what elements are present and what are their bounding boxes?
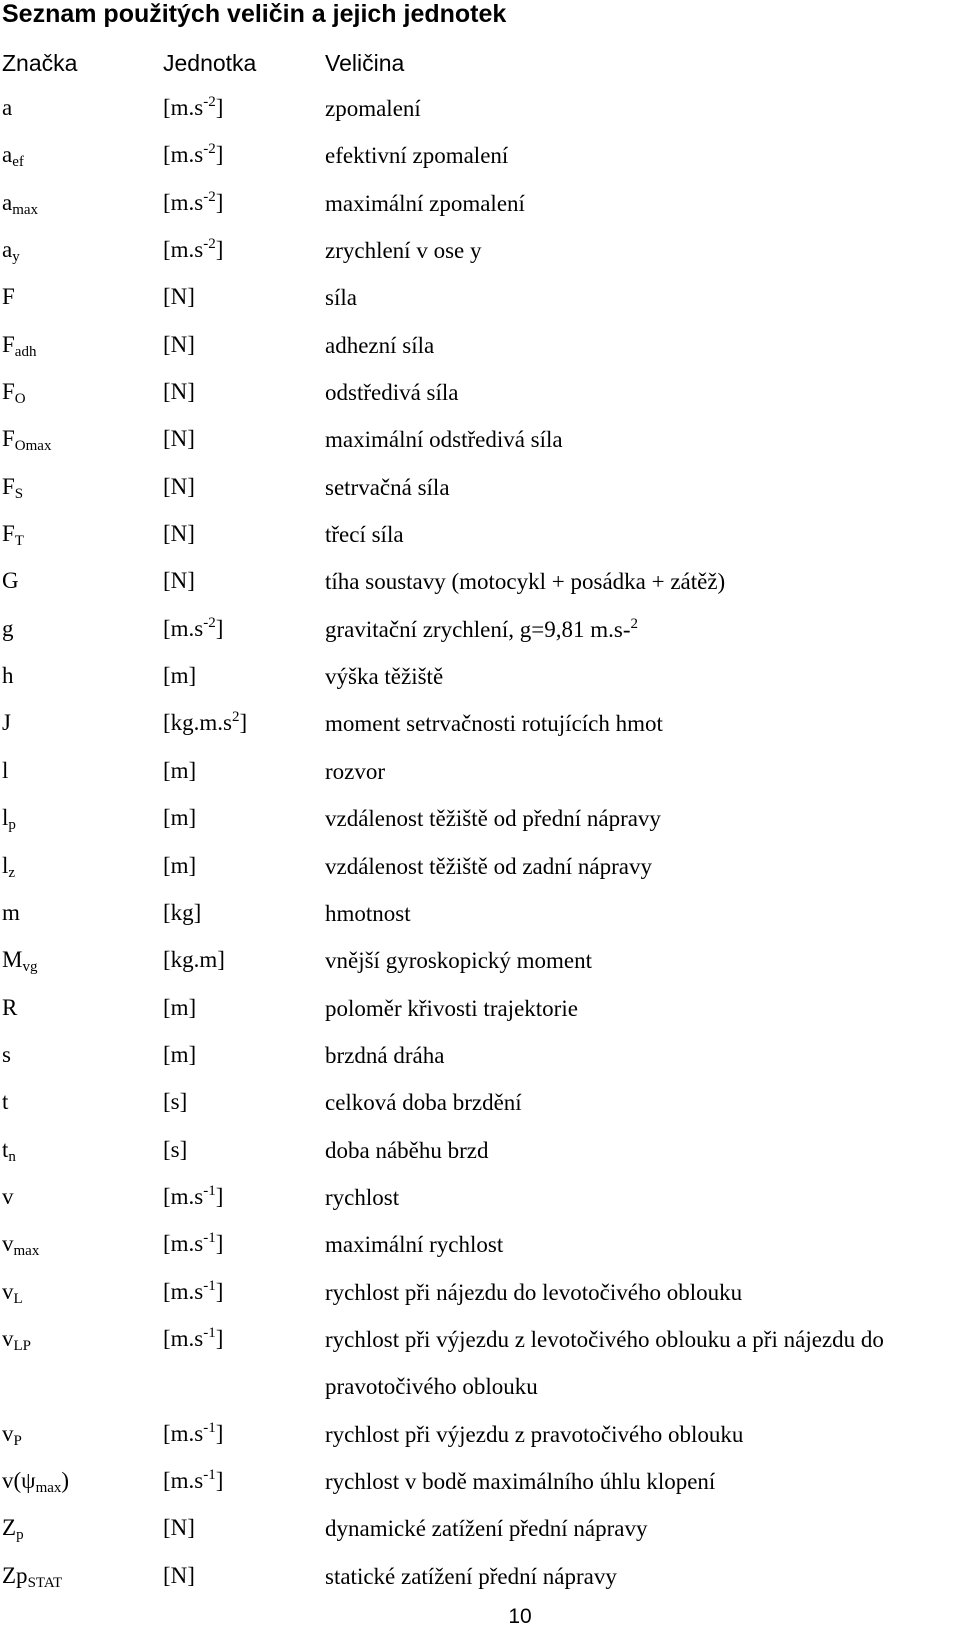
unit-end: ] — [215, 1231, 224, 1257]
symbol-cell — [2, 1276, 23, 1308]
unit-base: [kg.m] — [163, 947, 225, 973]
symbol-cell — [2, 139, 24, 171]
unit-cell — [163, 850, 196, 882]
symbol-base: F — [2, 331, 15, 357]
unit-base: [m] — [163, 805, 197, 831]
unit-base: [N] — [163, 284, 195, 310]
symbol-subscript: max — [13, 1243, 40, 1260]
quantity-text: rychlost při výjezdu z pravotočivého oblouku — [325, 1421, 744, 1447]
quantity-cell — [325, 1411, 960, 1458]
symbol-cell — [2, 565, 19, 597]
unit-exponent: -2 — [203, 188, 216, 205]
unit-cell — [163, 92, 223, 124]
unit-cell — [163, 613, 223, 645]
symbol-cell — [2, 1512, 24, 1544]
symbol-subscript: max — [35, 1479, 62, 1496]
symbol-cell — [2, 1418, 22, 1450]
symbol-base: F — [2, 426, 15, 452]
quantity-cell — [325, 132, 960, 179]
symbol-subscript: p — [8, 817, 16, 834]
unit-exponent: -1 — [203, 1419, 216, 1436]
quantity-text: moment setrvačnosti rotujících hmot — [325, 711, 663, 737]
unit-cell — [163, 234, 223, 266]
quantity-text: efektivní zpomalení — [325, 143, 509, 169]
unit-base: [N] — [163, 426, 195, 452]
quantity-cell — [325, 1269, 960, 1316]
quantity-cell — [325, 937, 960, 984]
symbol-base: F — [2, 521, 15, 547]
symbol-subscript: max — [12, 201, 39, 218]
quantity-cell — [325, 1316, 960, 1410]
symbol-cell — [2, 1181, 14, 1213]
symbol-subscript: Omax — [14, 438, 52, 455]
quantity-cell — [325, 464, 960, 511]
symbol-base: h — [2, 663, 14, 689]
quantity-cell — [325, 416, 960, 463]
unit-end: ] — [215, 189, 224, 215]
quantity-text: rychlost — [325, 1184, 400, 1210]
unit-base: [m.s — [163, 142, 204, 168]
quantity-text: adhezní síla — [325, 332, 435, 358]
unit-base: [N] — [163, 1562, 195, 1588]
symbol-cell — [2, 1039, 11, 1071]
symbol-base: a — [2, 189, 13, 215]
symbol-cell — [2, 281, 15, 313]
header-symbol: Značka — [2, 50, 78, 76]
symbol-subscript: T — [14, 533, 24, 550]
unit-cell — [163, 139, 223, 171]
quantity-text: vzdálenost těžiště od zadní nápravy — [325, 853, 652, 879]
header-unit: Jednotka — [163, 50, 257, 76]
unit-base: [m.s — [163, 237, 204, 263]
symbol-base: R — [2, 994, 18, 1020]
symbol-base: F — [2, 284, 15, 310]
symbol-cell — [2, 660, 14, 692]
symbol-base: l — [2, 852, 9, 878]
quantity-cell — [325, 85, 960, 132]
symbol-base: t — [2, 1136, 9, 1162]
quantity-cell — [325, 1505, 960, 1552]
quantity-text: odstředivá síla — [325, 380, 459, 406]
quantity-text: brzdná dráha — [325, 1042, 445, 1068]
unit-base: [m.s — [163, 1467, 204, 1493]
table-row — [0, 1323, 960, 1418]
unit-cell — [163, 1039, 196, 1071]
symbol-base: v — [2, 1231, 14, 1257]
unit-end: ] — [215, 615, 224, 641]
unit-cell — [163, 329, 195, 361]
unit-base: [m] — [163, 1041, 197, 1067]
quantity-text: setrvačná síla — [325, 474, 450, 500]
symbol-cell — [2, 802, 16, 834]
symbol-subscript: ef — [12, 154, 24, 171]
quantity-text: dynamické zatížení přední nápravy — [325, 1516, 648, 1542]
unit-cell — [163, 281, 195, 313]
symbol-table — [0, 92, 960, 1607]
quantity-cell — [325, 274, 960, 321]
unit-base: [N] — [163, 568, 195, 594]
quantity-cell — [325, 1032, 960, 1079]
unit-exponent: -1 — [203, 1182, 216, 1199]
quantity-text: maximální rychlost — [325, 1232, 504, 1258]
quantity-text: maximální zpomalení — [325, 190, 525, 216]
symbol-base: a — [2, 237, 13, 263]
unit-base: [m.s — [163, 1325, 204, 1351]
quantity-cell — [325, 700, 960, 747]
unit-exponent: -2 — [203, 94, 216, 110]
unit-cell — [163, 992, 196, 1024]
symbol-subscript: y — [12, 249, 20, 266]
unit-end: ] — [215, 1467, 224, 1493]
symbol-base: M — [2, 947, 23, 973]
unit-cell — [163, 1086, 187, 1118]
symbol-cell — [2, 187, 38, 219]
unit-exponent: -2 — [203, 614, 216, 631]
unit-cell — [163, 1276, 223, 1308]
symbol-cell — [2, 707, 11, 739]
symbol-base: J — [2, 710, 11, 736]
symbol-base: t — [2, 1089, 9, 1115]
unit-base: [s] — [163, 1089, 188, 1115]
unit-base: [N] — [163, 473, 195, 499]
unit-exponent: 2 — [232, 709, 240, 726]
symbol-cell — [2, 613, 14, 645]
unit-cell — [163, 423, 195, 455]
symbol-cell — [2, 518, 24, 550]
symbol-base: F — [2, 473, 15, 499]
unit-cell — [163, 660, 196, 692]
quantity-text: rychlost v bodě maximálního úhlu klopení — [325, 1468, 716, 1494]
unit-cell — [163, 1134, 187, 1166]
symbol-subscript: vg — [22, 959, 38, 976]
unit-cell — [163, 755, 196, 787]
unit-cell — [163, 1465, 223, 1497]
quantity-cell — [325, 369, 960, 416]
symbol-cell — [2, 1086, 8, 1118]
quantity-text: třecí síla — [325, 522, 404, 548]
symbol-subscript: LP — [13, 1337, 32, 1354]
unit-base: [N] — [163, 379, 195, 405]
unit-cell — [163, 802, 196, 834]
unit-end: ] — [215, 1183, 224, 1209]
quantity-text: zpomalení — [325, 96, 421, 121]
unit-cell — [163, 1512, 195, 1544]
symbol-end: ) — [61, 1467, 70, 1493]
symbol-subscript: p — [16, 1527, 24, 1544]
unit-base: [s] — [163, 1136, 188, 1162]
symbol-base: v — [2, 1325, 14, 1351]
quantity-text: výška těžiště — [325, 664, 444, 690]
quantity-text: gravitační zrychlení, g=9,81 m.s- — [325, 616, 631, 642]
symbol-base: G — [2, 568, 19, 594]
unit-exponent: -1 — [203, 1277, 216, 1294]
table-row — [0, 1560, 960, 1607]
unit-base: [m] — [163, 994, 197, 1020]
unit-cell — [163, 1228, 223, 1260]
quantity-exponent: 2 — [630, 615, 638, 632]
unit-cell — [163, 1181, 223, 1213]
quantity-text: hmotnost — [325, 900, 411, 926]
symbol-subscript: n — [8, 1148, 16, 1165]
symbol-cell — [2, 1560, 62, 1592]
quantity-cell — [325, 1553, 960, 1600]
symbol-cell — [2, 329, 36, 361]
symbol-base: g — [2, 615, 14, 641]
unit-base: [N] — [163, 521, 195, 547]
symbol-cell — [2, 1465, 69, 1497]
symbol-base: v — [2, 1420, 14, 1446]
quantity-text: statické zatížení přední nápravy — [325, 1563, 617, 1589]
symbol-cell — [2, 376, 26, 408]
unit-exponent: -1 — [203, 1466, 216, 1483]
unit-end: ] — [215, 142, 224, 168]
unit-cell — [163, 1323, 223, 1355]
quantity-text: maximální odstředivá síla — [325, 427, 563, 453]
unit-base: [m] — [163, 663, 197, 689]
unit-base: [N] — [163, 1515, 195, 1541]
symbol-cell — [2, 471, 23, 503]
symbol-base: v — [2, 1278, 14, 1304]
unit-cell — [163, 1560, 195, 1592]
symbol-cell — [2, 944, 37, 976]
quantity-text: síla — [325, 285, 357, 311]
quantity-text: vzdálenost těžiště od přední nápravy — [325, 806, 661, 832]
quantity-text: zrychlení v ose y — [325, 238, 482, 264]
unit-base: [m.s — [163, 189, 204, 215]
unit-base: [kg.m.s — [163, 710, 232, 736]
unit-cell — [163, 565, 195, 597]
unit-exponent: -2 — [203, 141, 216, 158]
quantity-cell — [325, 1079, 960, 1126]
quantity-cell — [325, 985, 960, 1032]
quantity-text: doba náběhu brzd — [325, 1137, 489, 1163]
quantity-text: rychlost při výjezdu z levotočivého oblouku a při nájezdu do pravotočivého oblouku — [325, 1326, 884, 1399]
symbol-base: a — [2, 95, 13, 120]
table-header — [0, 47, 960, 79]
quantity-text: tíha soustavy (motocykl + posádka + zátěž) — [325, 569, 726, 595]
quantity-cell — [325, 511, 960, 558]
unit-base: [kg] — [163, 899, 202, 925]
symbol-base: l — [2, 805, 9, 831]
page-number: 10 — [508, 1605, 532, 1628]
quantity-cell — [325, 322, 960, 369]
unit-base: [m] — [163, 852, 197, 878]
unit-base: [m.s — [163, 95, 204, 120]
symbol-base: F — [2, 379, 15, 405]
unit-end: ] — [215, 1420, 224, 1446]
quantity-cell — [325, 1174, 960, 1221]
symbol-subscript: STAT — [27, 1574, 63, 1591]
symbol-subscript: P — [13, 1432, 22, 1449]
symbol-base: m — [2, 899, 20, 925]
symbol-cell — [2, 1228, 39, 1260]
symbol-cell — [2, 755, 8, 787]
unit-cell — [163, 187, 223, 219]
symbol-cell — [2, 92, 12, 124]
unit-base: [N] — [163, 331, 195, 357]
page-title: Seznam použitých veličin a jejich jednotek — [2, 0, 507, 28]
symbol-cell — [2, 234, 20, 266]
symbol-base: v(ψ — [2, 1467, 36, 1493]
unit-end: ] — [215, 95, 224, 120]
unit-exponent: -1 — [203, 1324, 216, 1341]
unit-base: [m.s — [163, 1183, 204, 1209]
symbol-cell — [2, 423, 51, 455]
unit-cell — [163, 471, 195, 503]
quantity-cell — [325, 1127, 960, 1174]
quantity-cell — [325, 606, 960, 653]
unit-exponent: -2 — [203, 236, 216, 253]
quantity-cell — [325, 1458, 960, 1505]
unit-end: ] — [239, 710, 248, 736]
quantity-cell — [325, 890, 960, 937]
symbol-subscript: z — [8, 864, 16, 881]
unit-base: [m.s — [163, 1278, 204, 1304]
unit-end: ] — [215, 1278, 224, 1304]
quantity-cell — [325, 1221, 960, 1268]
unit-end: ] — [215, 1325, 224, 1351]
unit-base: [m.s — [163, 1420, 204, 1446]
symbol-cell — [2, 1134, 16, 1166]
symbol-cell — [2, 1323, 31, 1355]
quantity-cell — [325, 653, 960, 700]
unit-base: [m.s — [163, 1231, 204, 1257]
unit-exponent: -1 — [203, 1230, 216, 1247]
symbol-subscript: L — [13, 1290, 23, 1307]
symbol-cell — [2, 897, 20, 929]
unit-cell — [163, 707, 247, 739]
quantity-cell — [325, 227, 960, 274]
symbol-subscript: O — [14, 391, 26, 408]
symbol-base: a — [2, 142, 13, 168]
quantity-cell — [325, 558, 960, 605]
unit-cell — [163, 897, 201, 929]
symbol-cell — [2, 850, 15, 882]
symbol-base: Zp — [2, 1562, 28, 1588]
quantity-cell — [325, 748, 960, 795]
symbol-base: Z — [2, 1515, 17, 1541]
unit-base: [m.s — [163, 615, 204, 641]
symbol-subscript: S — [14, 485, 24, 502]
quantity-cell — [325, 795, 960, 842]
quantity-text: vnější gyroskopický moment — [325, 948, 593, 974]
header-quantity: Veličina — [325, 50, 405, 76]
symbol-subscript: adh — [14, 343, 37, 360]
unit-base: [m] — [163, 757, 197, 783]
symbol-base: l — [2, 757, 9, 783]
quantity-text: celková doba brzdění — [325, 1090, 522, 1116]
quantity-text: rychlost při nájezdu do levotočivého oblouku — [325, 1279, 743, 1305]
quantity-text: rozvor — [325, 758, 386, 784]
quantity-cell — [325, 180, 960, 227]
unit-cell — [163, 1418, 223, 1450]
unit-cell — [163, 518, 195, 550]
unit-cell — [163, 944, 225, 976]
unit-end: ] — [215, 237, 224, 263]
symbol-base: s — [2, 1041, 11, 1067]
quantity-cell — [325, 843, 960, 890]
unit-cell — [163, 376, 195, 408]
symbol-base: v — [2, 1183, 14, 1209]
quantity-text: poloměr křivosti trajektorie — [325, 995, 578, 1021]
symbol-cell — [2, 992, 17, 1024]
